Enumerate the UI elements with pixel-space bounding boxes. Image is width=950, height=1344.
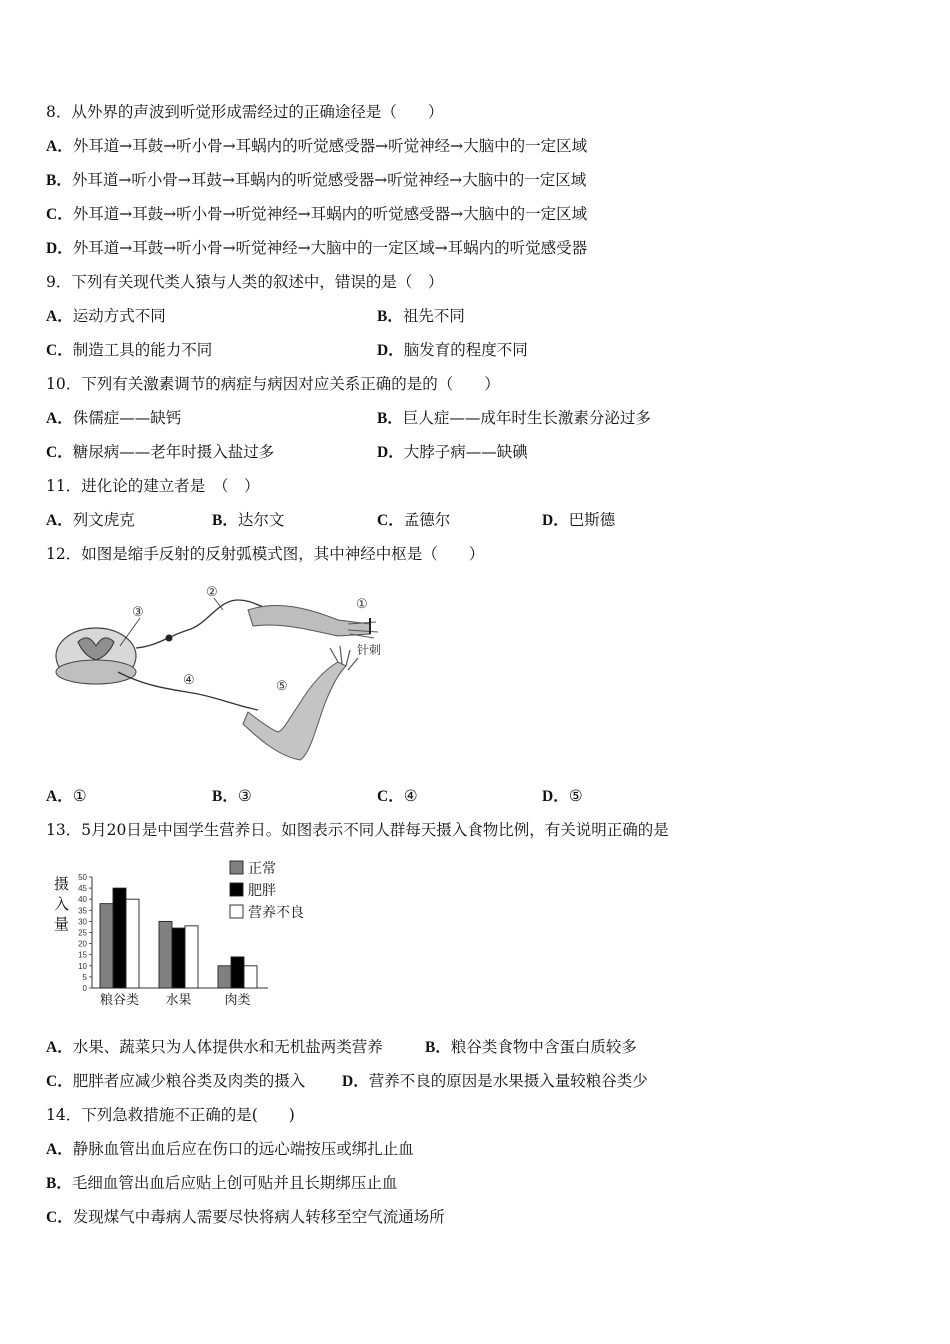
q13-option-c (46, 1071, 305, 1092)
q12-option-b (212, 786, 252, 807)
option-letter: B． (425, 1039, 451, 1056)
bar-营养不良-肉类 (244, 966, 257, 988)
legend-swatch (230, 883, 243, 896)
q11-option-b (212, 510, 284, 531)
legend-label: 肥胖 (248, 883, 276, 899)
withdrawing-arm (243, 662, 346, 760)
q8-option-b (46, 170, 586, 191)
legend-label: 营养不良 (248, 905, 304, 921)
y-tick-label: 25 (78, 928, 87, 938)
bar-肥胖-粮谷类 (113, 888, 126, 988)
q8-option-a (46, 136, 587, 157)
x-category-label: 肉类 (224, 993, 251, 1008)
option-text: ⑤ (568, 787, 583, 805)
q13-option-a (46, 1037, 383, 1058)
q9-stem: 9．下列有关现代类人猿与人类的叙述中，错误的是（ ） (46, 273, 444, 291)
option-letter: A． (46, 1141, 73, 1158)
legend-swatch (230, 905, 243, 918)
option-text: 侏儒症——缺钙 (72, 409, 182, 427)
option-letter: C． (46, 342, 73, 359)
option-letter: C． (46, 1209, 73, 1226)
x-category-label: 粮谷类 (99, 993, 140, 1008)
option-text: 巴斯德 (568, 511, 616, 529)
q14-option-c (46, 1207, 445, 1228)
option-text: 毛细血管出血后应贴上创可贴并且长期绑压止血 (71, 1174, 398, 1192)
bar-正常-粮谷类 (100, 904, 113, 988)
y-tick-label: 30 (78, 917, 87, 927)
option-text: 列文虎克 (72, 511, 135, 529)
bar-营养不良-水果 (185, 926, 198, 988)
option-letter: B． (46, 1175, 72, 1192)
ganglion (166, 635, 173, 642)
option-text: 糖尿病——老年时摄入盐过多 (72, 443, 275, 461)
bar-营养不良-粮谷类 (126, 899, 139, 988)
q12-stem: 12．如图是缩手反射的反射弧模式图，其中神经中枢是（ ） (46, 545, 485, 563)
legend-swatch (230, 861, 243, 874)
y-tick-label: 0 (82, 984, 87, 993)
x-axis-categories (100, 992, 251, 1008)
q10-option-d (377, 442, 528, 463)
y-tick-label: 40 (78, 895, 87, 905)
stimulated-arm (248, 605, 370, 636)
food-intake-bar-chart (48, 855, 328, 1015)
q13-stem: 13．5月20日是中国学生营养日。如图表示不同人群每天摄入食物比例，有关说明正确的是 (46, 821, 669, 839)
q10-option-c (46, 442, 274, 463)
option-text: ③ (237, 787, 252, 805)
option-letter: D． (542, 788, 569, 805)
y-axis-label-char: 量 (54, 915, 70, 933)
option-text: 外耳道→耳鼓→听小骨→耳蜗内的听觉感受器→听觉神经→大脑中的一定区域 (72, 137, 588, 155)
y-axis-label-char: 入 (54, 895, 70, 913)
q8-option-d (46, 238, 587, 259)
option-letter: A． (46, 410, 73, 427)
y-axis-label-char: 摄 (54, 875, 70, 893)
option-letter: B． (377, 410, 403, 427)
option-text: 水果、蔬菜只为人体提供水和无机盐两类营养 (72, 1038, 383, 1056)
q10-stem: 10．下列有关激素调节的病症与病因对应关系正确的是的（ ） (46, 375, 500, 393)
option-letter: C． (46, 444, 73, 461)
bar-正常-水果 (159, 921, 172, 988)
option-text: 制造工具的能力不同 (72, 341, 213, 359)
option-letter: C． (377, 788, 404, 805)
option-letter: D． (377, 444, 404, 461)
y-tick-label: 35 (78, 906, 87, 916)
option-letter: B． (46, 172, 72, 189)
option-text: 外耳道→听小骨→耳鼓→耳蜗内的听觉感受器→听觉神经→大脑中的一定区域 (71, 171, 587, 189)
option-letter: A． (46, 1039, 73, 1056)
y-tick-label: 10 (78, 961, 87, 971)
option-text: 孟德尔 (403, 511, 451, 529)
label-1: ① (356, 597, 368, 612)
option-text: ① (72, 787, 87, 805)
q13-option-b (425, 1037, 637, 1058)
option-letter: A． (46, 788, 73, 805)
option-letter: C． (46, 1073, 73, 1090)
option-letter: B． (212, 788, 238, 805)
bar-正常-肉类 (218, 966, 231, 988)
option-letter: D． (377, 342, 404, 359)
x-category-label: 水果 (165, 993, 192, 1008)
option-letter: D． (542, 512, 569, 529)
q12-option-d (542, 786, 583, 807)
q13-option-d (342, 1071, 648, 1092)
q11-option-d (542, 510, 615, 531)
bar-肥胖-肉类 (231, 957, 244, 988)
option-letter: C． (377, 512, 404, 529)
q11-option-c (377, 510, 450, 531)
option-text: 营养不良的原因是水果摄入量较粮谷类少 (368, 1072, 648, 1090)
option-text: 大脖子病——缺碘 (403, 443, 528, 461)
q9-option-c (46, 340, 212, 361)
q9-option-d (377, 340, 528, 361)
y-tick-label: 20 (78, 939, 87, 949)
option-letter: A． (46, 512, 73, 529)
reflex-arc-figure (48, 578, 393, 770)
spinal-cord-base (56, 660, 136, 684)
option-letter: A． (46, 138, 73, 155)
q14-stem: 14．下列急救措施不正确的是( ) (46, 1106, 295, 1124)
q12-option-a (46, 786, 87, 807)
q8-option-c (46, 204, 587, 225)
q11-stem: 11．进化论的建立者是 （ ） (46, 477, 260, 495)
option-text: 脑发育的程度不同 (403, 341, 528, 359)
q8-stem: 8．从外界的声波到听觉形成需经过的正确途径是（ ） (46, 103, 444, 121)
option-text: 肥胖者应减少粮谷类及肉类的摄入 (72, 1072, 306, 1090)
y-axis-ticks (78, 873, 92, 993)
option-text: ④ (403, 787, 418, 805)
label-4: ④ (183, 673, 195, 688)
option-letter: C． (46, 206, 73, 223)
option-text: 外耳道→耳鼓→听小骨→听觉神经→耳蜗内的听觉感受器→大脑中的一定区域 (72, 205, 588, 223)
q9-option-b (377, 306, 465, 327)
label-5: ⑤ (276, 679, 288, 694)
q10-option-b (377, 408, 651, 429)
option-text: 发现煤气中毒病人需要尽快将病人转移至空气流通场所 (72, 1208, 445, 1226)
y-tick-label: 50 (78, 873, 87, 882)
option-text: 外耳道→耳鼓→听小骨→听觉神经→大脑中的一定区域→耳蜗内的听觉感受器 (72, 239, 588, 257)
bar-series (100, 888, 257, 988)
bar-肥胖-水果 (172, 928, 185, 988)
option-letter: D． (342, 1073, 369, 1090)
legend-label: 正常 (248, 861, 276, 877)
q14-option-b (46, 1173, 397, 1194)
option-letter: A． (46, 308, 73, 325)
option-text: 巨人症——成年时生长激素分泌过多 (402, 409, 651, 427)
option-text: 静脉血管出血后应在伤口的远心端按压或绑扎止血 (72, 1140, 414, 1158)
q14-option-a (46, 1139, 414, 1160)
y-tick-label: 45 (78, 884, 87, 894)
option-letter: B． (377, 308, 403, 325)
q11-option-a (46, 510, 135, 531)
option-text: 粮谷类食物中含蛋白质较多 (450, 1038, 637, 1056)
option-text: 达尔文 (237, 511, 285, 529)
q10-option-a (46, 408, 181, 429)
y-axis-label (54, 875, 69, 933)
option-letter: D． (46, 240, 73, 257)
option-text: 祖先不同 (402, 307, 465, 325)
q12-option-c (377, 786, 418, 807)
option-text: 运动方式不同 (72, 307, 166, 325)
label-2: ② (206, 585, 218, 600)
q9-option-a (46, 306, 166, 327)
option-letter: B． (212, 512, 238, 529)
y-tick-label: 15 (78, 950, 87, 960)
chart-legend (230, 860, 304, 921)
y-tick-label: 5 (82, 972, 87, 982)
label-3: ③ (132, 605, 144, 620)
label-needle: 针刺 (357, 643, 382, 657)
